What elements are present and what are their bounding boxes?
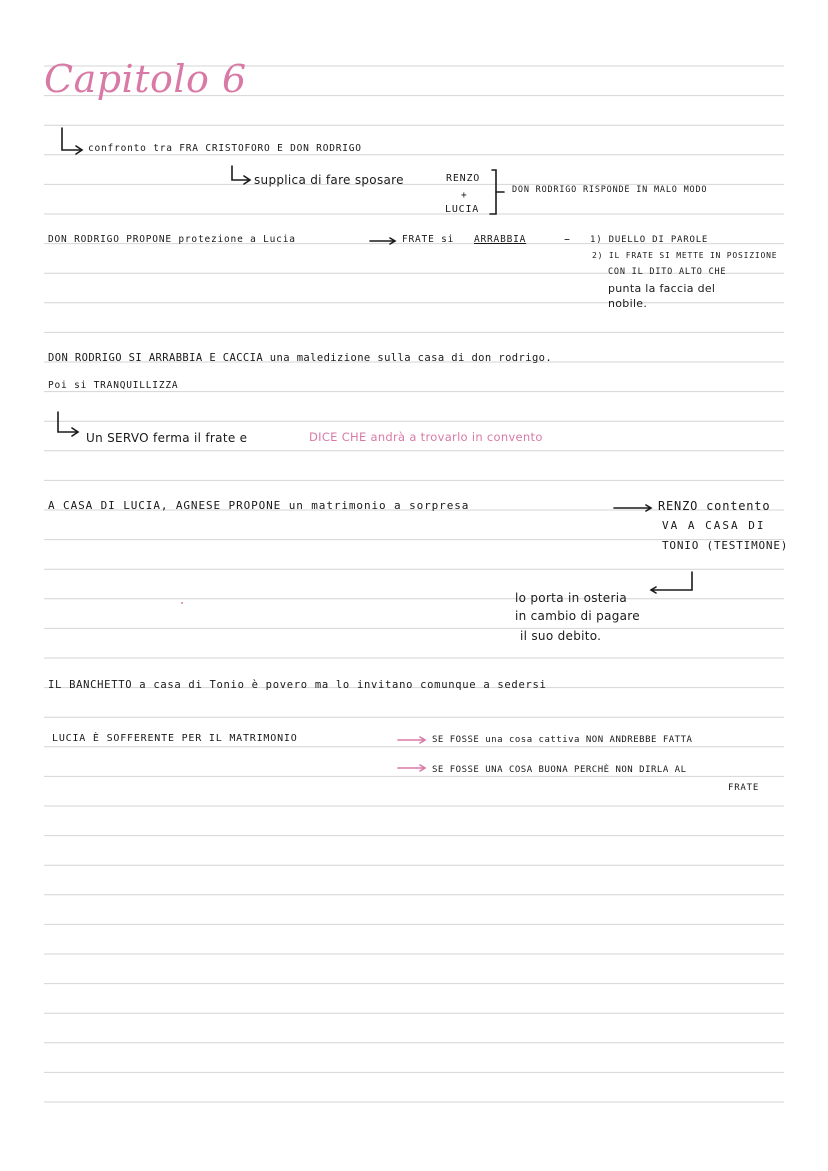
- note-maledizione: DON RODRIGO SI ARRABBIA E CACCIA una maledizione sulla casa di don rodrigo.: [48, 352, 553, 364]
- note-frate-line-4: nobile.: [608, 297, 648, 310]
- note-propone: DON RODRIGO PROPONE protezione a Lucia: [48, 234, 296, 245]
- note-arrabbia: ARRABBIA: [474, 234, 527, 245]
- note-renzo-2: VA A CASA DI: [662, 519, 766, 532]
- note-osteria-3: il suo debito.: [520, 629, 602, 643]
- note-frate-line-1: 2) IL FRATE SI METTE IN POSIZIONE: [592, 251, 778, 260]
- note-agnese: A CASA DI LUCIA, AGNESE PROPONE un matrimonio a sorpresa: [48, 499, 470, 512]
- note-frate-line-3: punta la faccia del: [608, 282, 716, 295]
- note-renzo-1: RENZO contento: [658, 499, 771, 513]
- note-frate-line-2: CON IL DITO ALTO CHE: [608, 267, 727, 277]
- note-dash: –: [564, 232, 571, 246]
- note-renzo-3: TONIO (TESTIMONE): [662, 539, 789, 552]
- note-buona: SE FOSSE UNA COSA BUONA PERCHÈ NON DIRLA AL: [432, 765, 687, 775]
- note-confronto: confronto tra FRA CRISTOFORO E DON RODRIGO: [88, 143, 362, 154]
- note-banchetto: IL BANCHETTO a casa di Tonio è povero ma lo invitano comunque a sedersi: [48, 679, 547, 691]
- note-dice: DICE CHE andrà a trovarlo in convento: [309, 430, 543, 444]
- note-risponde: DON RODRIGO RISPONDE IN MALO MODO: [512, 185, 708, 195]
- note-plus: +: [461, 190, 468, 201]
- note-osteria-2: in cambio di pagare: [515, 609, 640, 623]
- note-tranquillizza: Poi si TRANQUILLIZZA: [48, 380, 179, 391]
- note-frate-end: FRATE: [728, 783, 760, 793]
- note-duello: 1) DUELLO DI PAROLE: [590, 235, 709, 245]
- note-cattiva: SE FOSSE una cosa cattiva NON ANDREBBE FATTA: [432, 735, 693, 745]
- note-servo: Un SERVO ferma il frate e: [86, 431, 248, 445]
- note-osteria-1: lo porta in osteria: [515, 591, 628, 605]
- note-lucia: LUCIA: [445, 204, 480, 215]
- note-sofferente: LUCIA È SOFFERENTE PER IL MATRIMONIO: [52, 733, 298, 744]
- note-renzo: RENZO: [446, 173, 481, 184]
- note-supplica: supplica di fare sposare: [254, 173, 404, 187]
- note-frate-si: FRATE si: [402, 234, 455, 245]
- page-title: Capitolo 6: [44, 57, 247, 101]
